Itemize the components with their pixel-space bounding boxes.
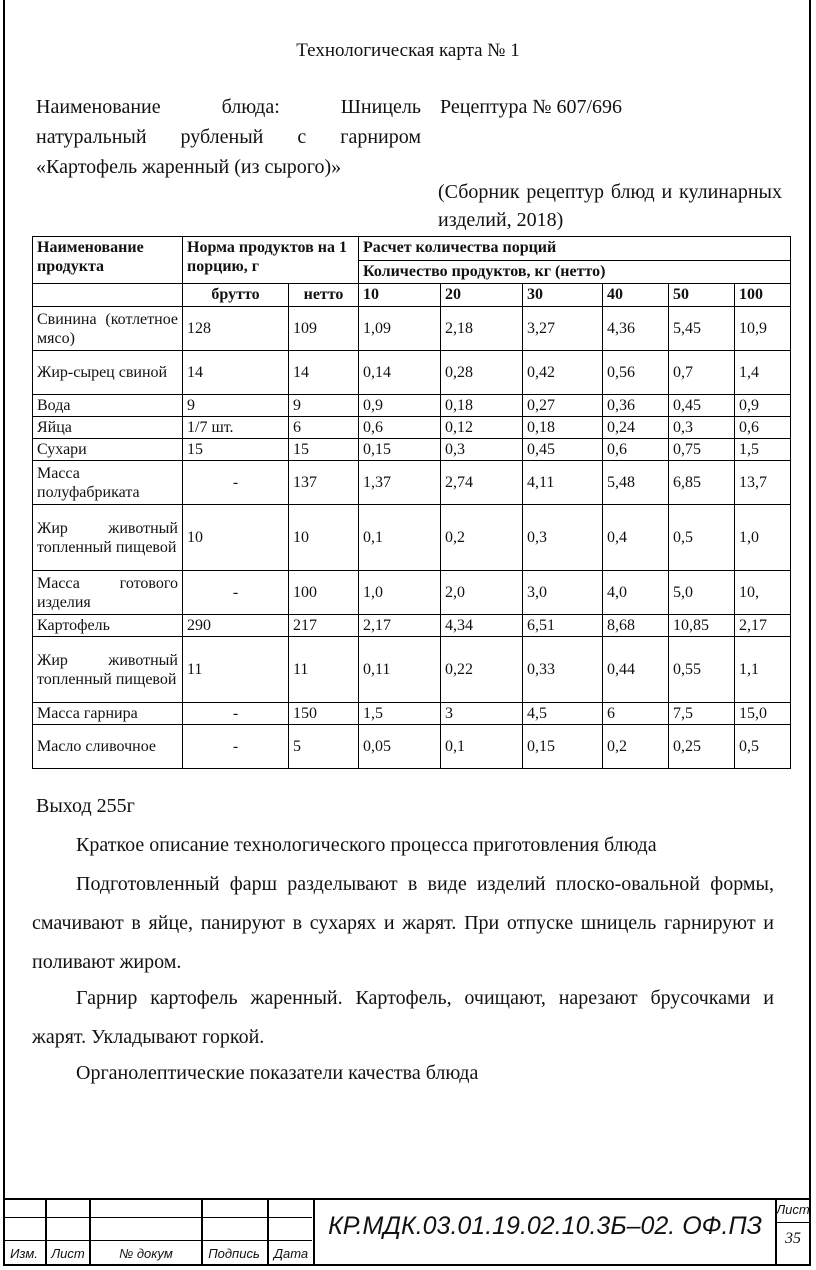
portion-qty-cell: 0,36 — [603, 395, 669, 417]
stamp-label-doc: № докум — [119, 1246, 173, 1261]
netto-cell: 100 — [289, 571, 359, 615]
product-name-cell: Масса готового изделия — [33, 571, 183, 615]
header-quantity: Количество продуктов, кг (нетто) — [359, 261, 791, 284]
stamp-rule — [3, 1217, 312, 1218]
portion-qty-cell: 4,0 — [603, 571, 669, 615]
portion-qty-cell: 13,7 — [735, 461, 791, 505]
portion-qty-cell: 2,17 — [359, 615, 441, 637]
portion-qty-cell: 0,18 — [441, 395, 523, 417]
netto-cell: 9 — [289, 395, 359, 417]
quality-heading: Органолептические показатели качества блюда — [76, 1062, 479, 1084]
portion-qty-cell: 2,74 — [441, 461, 523, 505]
recipe-table — [32, 236, 791, 769]
table-row — [33, 395, 791, 417]
product-name-cell: Яйца — [33, 417, 183, 439]
brutto-cell: 10 — [183, 505, 289, 571]
netto-cell: 10 — [289, 505, 359, 571]
document-title: Технологическая карта № 1 — [296, 40, 520, 61]
portion-qty-cell: 0,5 — [669, 505, 735, 571]
stamp-label-date: Дата — [273, 1246, 309, 1261]
product-name-cell: Вода — [33, 395, 183, 417]
portion-qty-cell: 0,3 — [523, 505, 603, 571]
brutto-cell: - — [183, 571, 289, 615]
product-name-cell: Масса полуфабриката — [33, 461, 183, 505]
header-product-name: Наименование продукта — [33, 237, 183, 284]
portion-qty-cell: 0,15 — [359, 439, 441, 461]
header-portions-calc: Расчет количества порций — [359, 237, 791, 261]
portion-qty-cell: 1,1 — [735, 637, 791, 703]
stamp-rule — [775, 1222, 811, 1223]
brutto-cell: 9 — [183, 395, 289, 417]
output-weight: Выход 255г — [36, 795, 135, 817]
brutto-cell: - — [183, 461, 289, 505]
table-row — [33, 637, 791, 703]
portion-qty-cell: 0,1 — [441, 725, 523, 769]
portion-qty-cell: 0,18 — [523, 417, 603, 439]
portion-qty-cell: 1,37 — [359, 461, 441, 505]
recipe-source: (Сборник рецептур блюд и кулинарных изделий, 2018) — [438, 181, 782, 231]
portion-qty-cell: 0,4 — [603, 505, 669, 571]
product-name-cell: Масса гарнира — [33, 703, 183, 725]
recipe-number: Рецептура № 607/696 — [440, 96, 623, 118]
brutto-cell: 11 — [183, 637, 289, 703]
portion-qty-cell: 0,3 — [669, 417, 735, 439]
table-row — [33, 725, 791, 769]
portion-qty-cell: 0,55 — [669, 637, 735, 703]
brutto-cell: - — [183, 703, 289, 725]
netto-cell: 15 — [289, 439, 359, 461]
portion-qty-cell: 0,12 — [441, 417, 523, 439]
stamp-label-sign: Подпись — [208, 1246, 260, 1261]
product-name-cell: Масло сливочное — [33, 725, 183, 769]
portion-qty-cell: 10,9 — [735, 307, 791, 351]
portion-qty-cell: 0,6 — [603, 439, 669, 461]
header-netto: нетто — [289, 284, 359, 307]
portion-qty-cell: 3 — [441, 703, 523, 725]
netto-cell: 217 — [289, 615, 359, 637]
portion-qty-cell: 0,24 — [603, 417, 669, 439]
portion-qty-cell: 0,5 — [735, 725, 791, 769]
portion-qty-cell: 6,85 — [669, 461, 735, 505]
portion-qty-cell: 0,15 — [523, 725, 603, 769]
portion-qty-cell: 1,0 — [359, 571, 441, 615]
header-brutto: брутто — [183, 284, 289, 307]
portion-qty-cell: 6,51 — [523, 615, 603, 637]
portion-qty-cell: 2,17 — [735, 615, 791, 637]
process-paragraph: Подготовленный фарш разделывают в виде изделий плоско-овальной формы, смачивают в яйце, панируют в сухарях и жарят. При отпуске шницель гарнируют и поливают жиром. — [32, 873, 774, 973]
table-row — [33, 461, 791, 505]
product-name-cell: Жир-сырец свиной — [33, 351, 183, 395]
netto-cell: 109 — [289, 307, 359, 351]
netto-cell: 150 — [289, 703, 359, 725]
product-name-cell: Сухари — [33, 439, 183, 461]
table-row — [33, 615, 791, 637]
portion-qty-cell: 4,5 — [523, 703, 603, 725]
header-empty-cell — [33, 284, 183, 307]
portion-qty-cell: 0,2 — [603, 725, 669, 769]
portion-qty-cell: 4,11 — [523, 461, 603, 505]
portion-qty-cell: 6 — [603, 703, 669, 725]
portion-qty-cell: 0,33 — [523, 637, 603, 703]
portion-qty-cell: 5,45 — [669, 307, 735, 351]
brutto-cell: - — [183, 725, 289, 769]
portion-qty-cell: 1,4 — [735, 351, 791, 395]
portion-qty-cell: 5,0 — [669, 571, 735, 615]
product-name-cell: Жир животный топленный пищевой — [33, 505, 183, 571]
table-row — [33, 571, 791, 615]
portion-qty-cell: 7,5 — [669, 703, 735, 725]
netto-cell: 5 — [289, 725, 359, 769]
brutto-cell: 290 — [183, 615, 289, 637]
portion-qty-cell: 1,5 — [735, 439, 791, 461]
header-portion-count: 10 — [359, 284, 441, 307]
portion-qty-cell: 1,5 — [359, 703, 441, 725]
portion-qty-cell: 0,42 — [523, 351, 603, 395]
garnish-paragraph: Гарнир картофель жаренный. Картофель, очищают, нарезают брусочками и жарят. Укладывают горкой. — [32, 987, 774, 1048]
portion-qty-cell: 1,0 — [735, 505, 791, 571]
title-block — [3, 1198, 811, 1266]
portion-qty-cell: 0,05 — [359, 725, 441, 769]
header-portion-count: 100 — [735, 284, 791, 307]
table-row — [33, 439, 791, 461]
portion-qty-cell: 0,1 — [359, 505, 441, 571]
portion-qty-cell: 0,45 — [523, 439, 603, 461]
table-row — [33, 307, 791, 351]
netto-cell: 11 — [289, 637, 359, 703]
portion-qty-cell: 0,56 — [603, 351, 669, 395]
portion-qty-cell: 0,25 — [669, 725, 735, 769]
portion-qty-cell: 4,36 — [603, 307, 669, 351]
sheet-number: 35 — [785, 1230, 801, 1247]
stamp-rule — [3, 1240, 312, 1241]
portion-qty-cell: 0,22 — [441, 637, 523, 703]
portion-qty-cell: 1,09 — [359, 307, 441, 351]
netto-cell: 6 — [289, 417, 359, 439]
brutto-cell: 1/7 шт. — [183, 417, 289, 439]
portion-qty-cell: 15,0 — [735, 703, 791, 725]
portion-qty-cell: 5,48 — [603, 461, 669, 505]
header-norm: Норма продуктов на 1 порцию, г — [183, 237, 359, 284]
header-portion-count: 50 — [669, 284, 735, 307]
portion-qty-cell: 4,34 — [441, 615, 523, 637]
header-portion-count: 40 — [603, 284, 669, 307]
brutto-cell: 128 — [183, 307, 289, 351]
brutto-cell: 15 — [183, 439, 289, 461]
product-name-cell: Жир животный топленный пищевой — [33, 637, 183, 703]
dish-name: Наименование блюда: Шницель натуральный рубленый с гарниром «Картофель жаренный (из сырого)» — [36, 96, 421, 178]
table-row — [33, 703, 791, 725]
portion-qty-cell: 0,6 — [735, 417, 791, 439]
portion-qty-cell: 0,11 — [359, 637, 441, 703]
portion-qty-cell: 0,27 — [523, 395, 603, 417]
product-name-cell: Картофель — [33, 615, 183, 637]
brutto-cell: 14 — [183, 351, 289, 395]
portion-qty-cell: 0,9 — [359, 395, 441, 417]
sheet-label: Лист — [776, 1202, 810, 1217]
table-row — [33, 505, 791, 571]
portion-qty-cell: 0,45 — [669, 395, 735, 417]
portion-qty-cell: 10, — [735, 571, 791, 615]
portion-qty-cell: 2,18 — [441, 307, 523, 351]
table-row — [33, 351, 791, 395]
portion-qty-cell: 0,14 — [359, 351, 441, 395]
portion-qty-cell: 0,3 — [441, 439, 523, 461]
netto-cell: 14 — [289, 351, 359, 395]
table-row — [33, 417, 791, 439]
process-heading: Краткое описание технологического процесса приготовления блюда — [76, 834, 657, 856]
portion-qty-cell: 8,68 — [603, 615, 669, 637]
portion-qty-cell: 0,44 — [603, 637, 669, 703]
portion-qty-cell: 0,28 — [441, 351, 523, 395]
header-portion-count: 20 — [441, 284, 523, 307]
product-name-cell: Свинина (котлетное мясо) — [33, 307, 183, 351]
netto-cell: 137 — [289, 461, 359, 505]
portion-qty-cell: 3,0 — [523, 571, 603, 615]
document-code: КР.МДК.03.01.19.02.10.3Б–02. ОФ.ПЗ — [328, 1212, 762, 1240]
stamp-label-list: Лист — [51, 1246, 85, 1261]
portion-qty-cell: 0,2 — [441, 505, 523, 571]
portion-qty-cell: 0,7 — [669, 351, 735, 395]
portion-qty-cell: 0,9 — [735, 395, 791, 417]
portion-qty-cell: 0,75 — [669, 439, 735, 461]
portion-qty-cell: 3,27 — [523, 307, 603, 351]
portion-qty-cell: 10,85 — [669, 615, 735, 637]
portion-qty-cell: 0,6 — [359, 417, 441, 439]
header-portion-count: 30 — [523, 284, 603, 307]
stamp-label-izm: Изм. — [10, 1246, 38, 1261]
portion-qty-cell: 2,0 — [441, 571, 523, 615]
